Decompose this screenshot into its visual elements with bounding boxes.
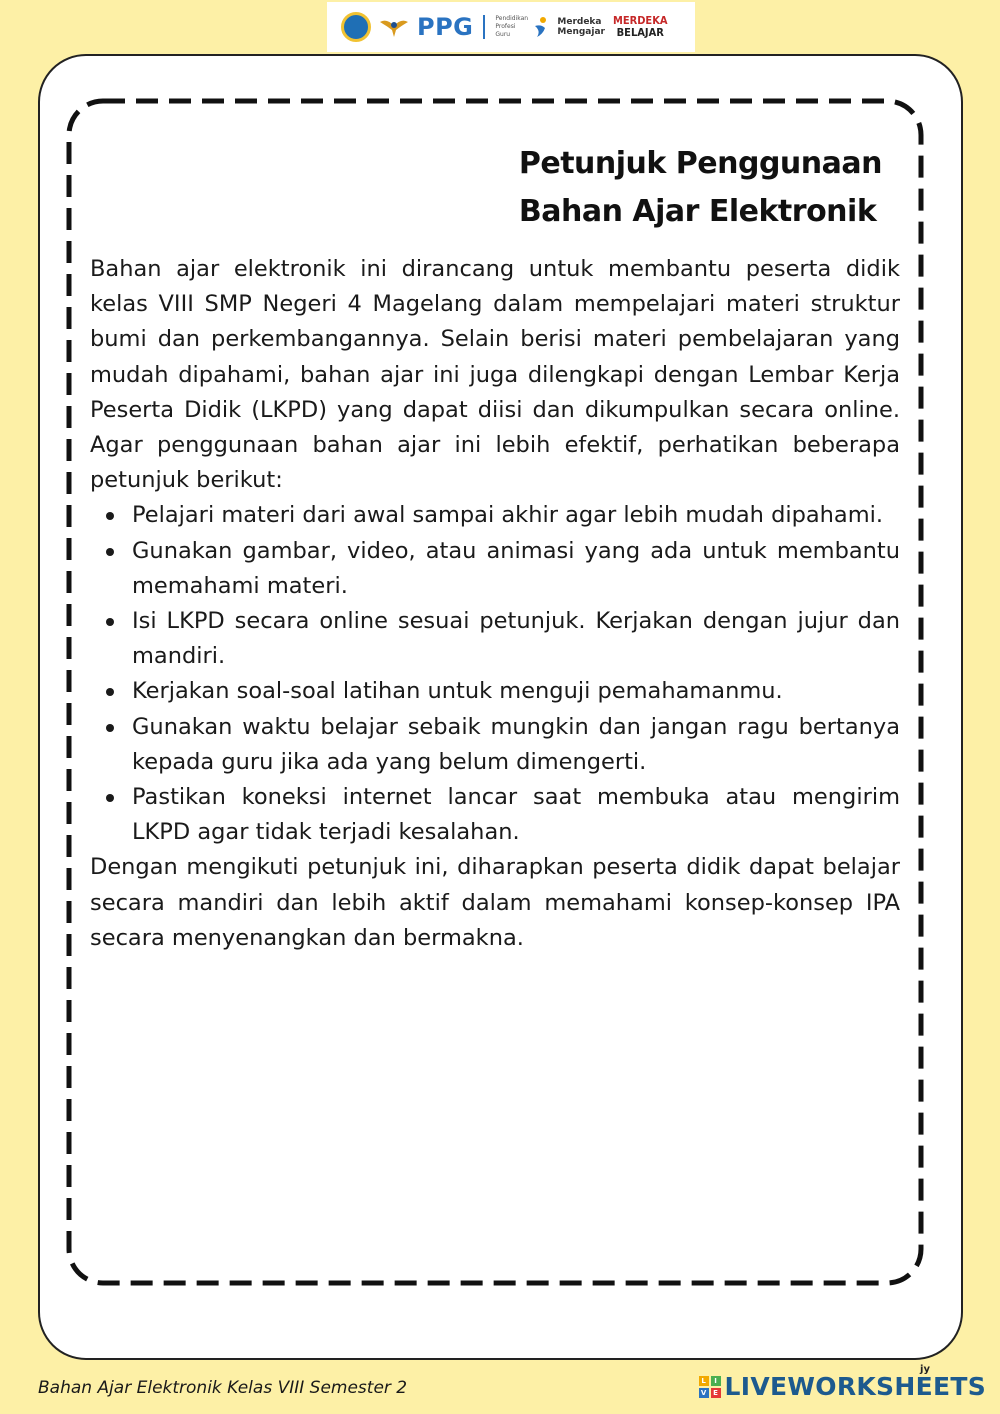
ppg-logo-text: PPG bbox=[417, 13, 474, 41]
logo-header bbox=[327, 2, 695, 52]
instructions-body bbox=[90, 252, 900, 956]
grid-cell: V bbox=[699, 1388, 709, 1398]
list-item: Gunakan waktu belajar sebaik mungkin dan jangan ragu bertanya kepada guru jika ada yang belum dimengerti. bbox=[90, 710, 900, 780]
mb-line: BELAJAR bbox=[616, 26, 664, 39]
merdeka-mengajar-logo-icon bbox=[533, 16, 549, 38]
ppg-sub-line: Pendidikan bbox=[495, 15, 529, 22]
title-line: Petunjuk Penggunaan bbox=[518, 146, 882, 181]
ppg-sub-line: Guru bbox=[495, 31, 511, 38]
mm-line: Mengajar bbox=[557, 27, 605, 37]
liveworksheets-logo[interactable] bbox=[699, 1364, 986, 1401]
title-line: Bahan Ajar Elektronik bbox=[518, 194, 877, 229]
logo-divider bbox=[483, 15, 485, 39]
grid-cell: I bbox=[711, 1376, 721, 1386]
list-item: Isi LKPD secara online sesuai petunjuk. Kerjakan dengan jujur dan mandiri. bbox=[90, 604, 900, 674]
ppg-sub-line: Profesi bbox=[495, 23, 516, 30]
merdeka-mengajar-text bbox=[557, 17, 605, 37]
merdeka-belajar-logo bbox=[613, 15, 668, 39]
tut-wuri-handayani-logo-icon bbox=[341, 12, 371, 42]
intro-paragraph: Bahan ajar elektronik ini dirancang untuk membantu peserta didik kelas VIII SMP Negeri 4 Magelang dalam mempelajari materi struktur bumi dan perkembangannya. Selain berisi materi pembelajaran yang mudah dipahami, bahan ajar ini juga dilengkapi dengan Lembar Kerja Peserta Didik (LKPD) yang dapat diisi dan dikumpulkan secara online. Agar penggunaan bahan ajar ini lebih efektif, perhatikan beberapa petunjuk berikut: bbox=[90, 256, 900, 494]
tips-list bbox=[90, 498, 900, 850]
mm-line: Merdeka bbox=[557, 17, 602, 27]
list-item: Pelajari materi dari awal sampai akhir agar lebih mudah dipahami. bbox=[90, 498, 900, 533]
ppg-subtitle bbox=[495, 15, 529, 39]
page-title bbox=[519, 140, 882, 236]
liveworksheets-grid-icon bbox=[699, 1376, 721, 1398]
brand-text: LIVEWORKSHEETS bbox=[724, 1372, 986, 1401]
garuda-bird-icon bbox=[379, 16, 409, 38]
mb-line: MERDEKA bbox=[612, 14, 668, 27]
list-item: Pastikan koneksi internet lancar saat membuka atau mengirim LKPD agar tidak terjadi kesalahan. bbox=[90, 780, 900, 850]
brand-mark: jy bbox=[920, 1364, 930, 1375]
list-item: Gunakan gambar, video, atau animasi yang ada untuk membantu memahami materi. bbox=[90, 534, 900, 604]
grid-cell: E bbox=[711, 1388, 721, 1398]
closing-paragraph: Dengan mengikuti petunjuk ini, diharapkan peserta didik dapat belajar secara mandiri dan lebih aktif dalam memahami konsep-konsep IPA secara menyenangkan dan bermakna. bbox=[90, 854, 900, 951]
footer-caption: Bahan Ajar Elektronik Kelas VIII Semester 2 bbox=[38, 1378, 408, 1398]
grid-cell: L bbox=[699, 1376, 709, 1386]
list-item: Kerjakan soal-soal latihan untuk menguji pemahamanmu. bbox=[90, 674, 900, 709]
